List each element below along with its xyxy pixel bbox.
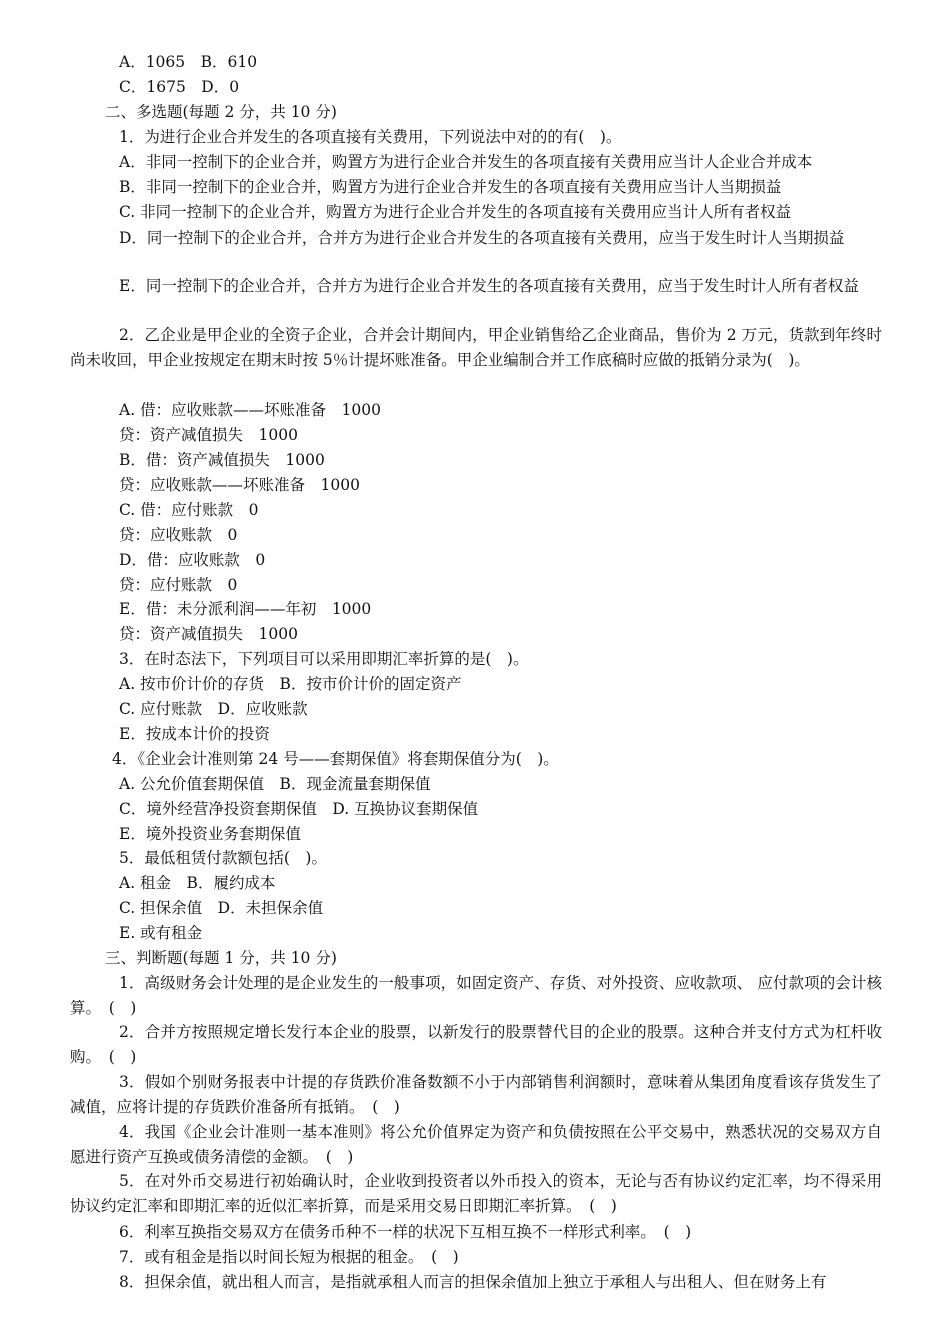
option-line: 贷：资产减值损失 1000 — [119, 426, 298, 444]
option-line: 贷：应付账款 0 — [119, 576, 238, 594]
option-line: D．借：应收账款 0 — [119, 551, 266, 569]
option-line: C．境外经营净投资套期保值 D. 互换协议套期保值 — [119, 800, 479, 818]
question-paragraph: 3．假如个别财务报表中计提的存货跌价准备数额不小于内部销售利润额时，意味着从集团角度看该存货发生了减值，应将计提的存货跌价准备所有抵销。 ( ) — [70, 1073, 882, 1116]
option-line: C. 借：应付账款 0 — [119, 501, 259, 519]
question-paragraph: 5．在对外币交易进行初始确认时，企业收到投资者以外币投入的资本，无论与否有协议约定汇率，均不得采用协议约定汇率和即期汇率的近似汇率折算，而是采用交易日即期汇率折算。 ( ) — [70, 1172, 882, 1215]
option-line: E．按成本计价的投资 — [119, 725, 270, 743]
question-line: 8．担保余值，就出租人而言，是指就承租人而言的担保余值加上独立于承租人与出租人、但在财务上有 — [119, 1273, 827, 1291]
option-line: A. 按市价计价的存货 B．按市价计价的固定资产 — [119, 675, 462, 693]
option-paragraph: D．同一控制下的企业合并，合并方为进行企业合并发生的各项直接有关费用，应当于发生时计人当期损益 — [119, 229, 845, 247]
question-line: 1．为进行企业合并发生的各项直接有关费用，下列说法中对的的有( )。 — [119, 128, 622, 146]
option-line: A．非同一控制下的企业合并，购置方为进行企业合并发生的各项直接有关费用应当计人企业合并成本 — [119, 153, 813, 171]
question-line: 3．在时态法下，下列项目可以采用即期汇率折算的是( )。 — [119, 650, 529, 668]
option-line: 贷：应收账款——坏账准备 1000 — [119, 476, 360, 494]
option-line: A．1065 B．610 — [119, 53, 258, 71]
question-paragraph: 2．乙企业是甲企业的全资子企业，合并会计期间内，甲企业销售给乙企业商品，售价为 2 万元，货款到年终时尚未收回，甲企业按规定在期末时按 5％计提坏账准备。甲企业编制合并工作底稿时应做的抵销分录为( )。 — [70, 326, 882, 369]
question-paragraph: 2．合并方按照规定增长发行本企业的股票，以新发行的股票替代目的企业的股票。这种合并支付方式为杠杆收购。 ( ) — [70, 1023, 882, 1066]
option-line: B．非同一控制下的企业合并，购置方为进行企业合并发生的各项直接有关费用应当计人当期损益 — [119, 178, 782, 196]
option-line: 贷：资产减值损失 1000 — [119, 625, 298, 643]
question-line: 5．最低租赁付款额包括( )。 — [119, 849, 327, 867]
question-line: 4．《企业会计准则第 24 号——套期保值》将套期保值分为( )。 — [112, 750, 559, 768]
option-line: A. 公允价值套期保值 B．现金流量套期保值 — [119, 775, 431, 793]
option-line: C. 非同一控制下的企业合并，购置方为进行企业合并发生的各项直接有关费用应当计人所有者权益 — [119, 203, 792, 221]
section-heading-multiple-choice: 二、多选题(每题 2 分，共 10 分) — [105, 103, 337, 121]
option-paragraph: E．同一控制下的企业合并，合并方为进行企业合并发生的各项直接有关费用，应当于发生时计人所有者权益 — [119, 277, 859, 295]
section-heading-true-false: 三、判断题(每题 1 分，共 10 分) — [105, 949, 337, 967]
option-line: B．借：资产减值损失 1000 — [119, 451, 325, 469]
question-line: 7．或有租金是指以时间长短为根据的租金。 ( ) — [119, 1248, 459, 1266]
option-line: E. 或有租金 — [119, 924, 203, 942]
option-line: 贷：应收账款 0 — [119, 526, 238, 544]
option-line: A. 借：应收账款——坏账准备 1000 — [119, 401, 381, 419]
option-line: C．1675 D．0 — [119, 78, 240, 96]
question-paragraph: 4．我国《企业会计准则一基本准则》将公允价值界定为资产和负债按照在公平交易中，熟悉状况的交易双方自愿进行资产互换或债务清偿的金额。 ( ) — [70, 1123, 882, 1166]
option-line: C. 担保余值 D．未担保余值 — [119, 899, 324, 917]
option-line: A. 租金 B．履约成本 — [119, 874, 276, 892]
question-paragraph: 1．高级财务会计处理的是企业发生的一般事项，如固定资产、存货、对外投资、应收款项、 应付款项的会计核算。 ( ) — [70, 974, 882, 1017]
question-line: 6．利率互换指交易双方在债务币种不一样的状况下互相互换不一样形式利率。 ( ) — [119, 1223, 692, 1241]
option-line: E．借：未分派利润——年初 1000 — [119, 600, 372, 618]
option-line: E．境外投资业务套期保值 — [119, 825, 301, 843]
option-line: C. 应付账款 D．应收账款 — [119, 700, 308, 718]
